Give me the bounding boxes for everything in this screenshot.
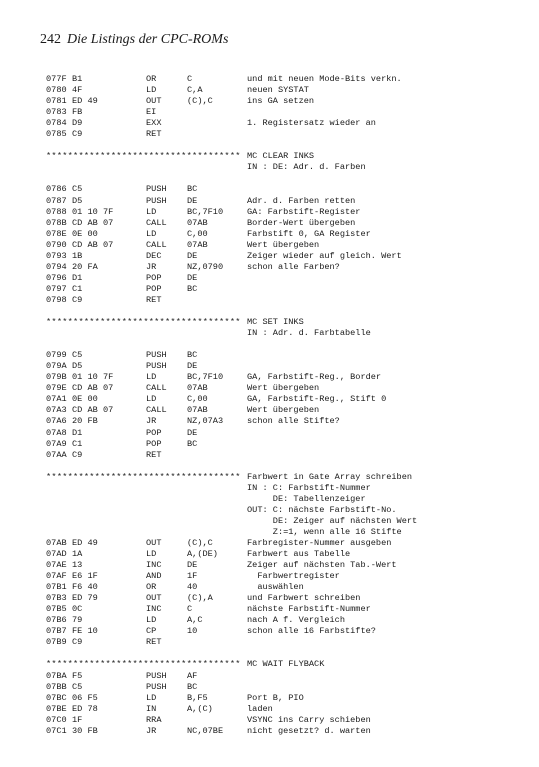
comment: Farbwertregister	[247, 571, 340, 582]
mnemonic: POP	[146, 272, 162, 283]
address: 0783	[46, 107, 67, 118]
hex-bytes: C5	[72, 184, 83, 195]
address: 07AF	[46, 571, 67, 582]
listing-line	[46, 284, 526, 295]
listing-line	[46, 483, 526, 494]
operand: DE	[187, 250, 198, 261]
mnemonic: PUSH	[146, 195, 167, 206]
operand: NC,07BE	[187, 725, 224, 736]
address: 078B	[46, 217, 67, 228]
hex-bytes: CD AB 07	[72, 217, 114, 228]
hex-bytes: 1B	[72, 250, 83, 261]
listing-line	[46, 295, 526, 306]
hex-bytes: 0C	[72, 604, 83, 615]
mnemonic: AND	[146, 571, 162, 582]
listing-line	[46, 416, 526, 427]
hex-bytes: 79	[72, 615, 83, 626]
operand: A,(DE)	[187, 549, 218, 560]
address: 0781	[46, 96, 67, 107]
operand: 07AB	[187, 405, 208, 416]
hex-bytes: 4F	[72, 85, 83, 96]
comment: Adr. d. Farben retten	[247, 195, 356, 206]
listing-line	[46, 615, 526, 626]
address: 07B6	[46, 615, 67, 626]
comment: Port B, PIO	[247, 692, 304, 703]
listing-line	[46, 505, 526, 516]
operand: DE	[187, 560, 198, 571]
hex-bytes: ED 49	[72, 537, 98, 548]
comment: ins GA setzen	[247, 96, 315, 107]
address: 07C0	[46, 714, 67, 725]
address: 0787	[46, 195, 67, 206]
operand: DE	[187, 361, 198, 372]
listing-line	[46, 140, 526, 151]
hex-bytes: C9	[72, 129, 83, 140]
listing-line	[46, 262, 526, 273]
address: 0790	[46, 239, 67, 250]
listing-line	[46, 129, 526, 140]
hex-bytes: FB	[72, 107, 83, 118]
listing-line	[46, 240, 526, 251]
address: 0785	[46, 129, 67, 140]
comment: nach A f. Vergleich	[247, 615, 345, 626]
mnemonic: IN	[146, 703, 157, 714]
listing-line	[46, 251, 526, 262]
operand: AF	[187, 670, 198, 681]
operand: NZ,07A3	[187, 416, 224, 427]
hex-bytes: ED 79	[72, 593, 98, 604]
comment: IN : Adr. d. Farbtabelle	[247, 328, 371, 339]
listing-line	[46, 693, 526, 704]
operand: C,A	[187, 85, 203, 96]
address: 07A6	[46, 416, 67, 427]
mnemonic: PUSH	[146, 681, 167, 692]
comment: IN : C: Farbstift-Nummer	[247, 482, 371, 493]
listing-line	[46, 107, 526, 118]
address: 0796	[46, 272, 67, 283]
operand: A,(C)	[187, 703, 213, 714]
mnemonic: PUSH	[146, 350, 167, 361]
operand: 07AB	[187, 217, 208, 228]
listing-line	[46, 372, 526, 383]
separator-stars: ************************************	[46, 659, 241, 670]
listing-line	[46, 704, 526, 715]
address: 07A9	[46, 438, 67, 449]
mnemonic: CALL	[146, 405, 167, 416]
hex-bytes: 30 FB	[72, 725, 98, 736]
comment: Z:=1, wenn alle 16 Stifte	[247, 526, 402, 537]
comment: Zeiger wieder auf gleich. Wert	[247, 250, 402, 261]
address: 07BB	[46, 681, 67, 692]
mnemonic: CALL	[146, 383, 167, 394]
mnemonic: INC	[146, 560, 162, 571]
section-separator-row	[46, 317, 526, 328]
comment: GA, Farbstift-Reg., Stift 0	[247, 394, 387, 405]
address: 07B1	[46, 582, 67, 593]
comment: GA: Farbstift-Register	[247, 206, 361, 217]
mnemonic: EI	[146, 107, 157, 118]
listing-line	[46, 405, 526, 416]
operand: BC	[187, 438, 198, 449]
mnemonic: RET	[146, 294, 162, 305]
address: 07B3	[46, 593, 67, 604]
mnemonic: CALL	[146, 239, 167, 250]
address: 07BE	[46, 703, 67, 714]
mnemonic: LD	[146, 692, 157, 703]
address: 07AE	[46, 560, 67, 571]
mnemonic: POP	[146, 438, 162, 449]
mnemonic: LD	[146, 228, 157, 239]
comment: und mit neuen Mode-Bits verkn.	[247, 74, 402, 84]
operand: BC	[187, 350, 198, 361]
mnemonic: INC	[146, 604, 162, 615]
listing-line	[46, 560, 526, 571]
listing-line	[46, 549, 526, 560]
listing-line	[46, 571, 526, 582]
listing-line	[46, 394, 526, 405]
hex-bytes: C1	[72, 438, 83, 449]
address: 0798	[46, 294, 67, 305]
operand: (C),C	[187, 537, 213, 548]
page-number: 242	[40, 32, 61, 47]
listing-line	[46, 538, 526, 549]
hex-bytes: F6 40	[72, 582, 98, 593]
listing-line	[46, 306, 526, 317]
separator-stars: ************************************	[46, 317, 241, 328]
address: 07B9	[46, 637, 67, 648]
comment: Wert übergeben	[247, 405, 320, 416]
address: 07C1	[46, 725, 67, 736]
mnemonic: EXX	[146, 118, 162, 129]
listing-line	[46, 383, 526, 394]
listing-line	[46, 494, 526, 505]
address: 07BA	[46, 670, 67, 681]
mnemonic: JR	[146, 416, 157, 427]
listing-line	[46, 648, 526, 659]
mnemonic: OR	[146, 74, 157, 84]
listing-line	[46, 85, 526, 96]
hex-bytes: B1	[72, 74, 83, 84]
hex-bytes: FE 10	[72, 626, 98, 637]
section-title: Farbwert in Gate Array schreiben	[247, 471, 413, 482]
comment: nächste Farbstift-Nummer	[247, 604, 371, 615]
section-title: MC WAIT FLYBACK	[247, 659, 325, 670]
address: 07A1	[46, 394, 67, 405]
mnemonic: OUT	[146, 537, 162, 548]
listing-line	[46, 162, 526, 173]
hex-bytes: C5	[72, 681, 83, 692]
address: 079B	[46, 372, 67, 383]
operand: 40	[187, 582, 198, 593]
listing-line	[46, 218, 526, 229]
mnemonic: LD	[146, 549, 157, 560]
address: 079A	[46, 361, 67, 372]
comment: OUT: C: nächste Farbstift-No.	[247, 504, 397, 515]
hex-bytes: C1	[72, 283, 83, 294]
mnemonic: DEC	[146, 250, 162, 261]
comment: 1. Registersatz wieder an	[247, 118, 376, 129]
listing-line	[46, 527, 526, 538]
comment: schon alle Stifte?	[247, 416, 340, 427]
comment: Zeiger auf nächsten Tab.-Wert	[247, 560, 397, 571]
mnemonic: RET	[146, 637, 162, 648]
comment: Wert übergeben	[247, 239, 320, 250]
operand: DE	[187, 195, 198, 206]
address: 0784	[46, 118, 67, 129]
section-title: MC CLEAR INKS	[247, 151, 315, 162]
listing-line	[46, 516, 526, 527]
hex-bytes: 0E 00	[72, 394, 98, 405]
mnemonic: LD	[146, 372, 157, 383]
listing-line	[46, 74, 526, 85]
operand: C	[187, 74, 193, 84]
comment: VSYNC ins Carry schieben	[247, 714, 371, 725]
listing-line	[46, 604, 526, 615]
address: 07AB	[46, 537, 67, 548]
listing-line	[46, 428, 526, 439]
listing-line	[46, 626, 526, 637]
section-separator-row	[46, 659, 526, 670]
operand: B,F5	[187, 692, 208, 703]
operand: BC	[187, 184, 198, 195]
mnemonic: JR	[146, 725, 157, 736]
address: 0793	[46, 250, 67, 261]
operand: 10	[187, 626, 198, 637]
operand: (C),A	[187, 593, 213, 604]
address: 077F	[46, 74, 67, 84]
comment: und Farbwert schreiben	[247, 593, 361, 604]
listing-line	[46, 118, 526, 129]
hex-bytes: 1F	[72, 714, 83, 725]
address: 07AA	[46, 449, 67, 460]
operand: DE	[187, 272, 198, 283]
listing-line	[46, 229, 526, 240]
comment: neuen SYSTAT	[247, 85, 309, 96]
hex-bytes: 0E 00	[72, 228, 98, 239]
operand: A,C	[187, 615, 203, 626]
hex-bytes: CD AB 07	[72, 239, 114, 250]
mnemonic: OUT	[146, 96, 162, 107]
listing-line	[46, 96, 526, 107]
address: 0788	[46, 206, 67, 217]
operand: 1F	[187, 571, 198, 582]
separator-stars: ************************************	[46, 151, 241, 162]
hex-bytes: D1	[72, 427, 83, 438]
comment: Farbstift 0, GA Register	[247, 228, 371, 239]
operand: (C),C	[187, 96, 213, 107]
hex-bytes: D5	[72, 361, 83, 372]
comment: Wert übergeben	[247, 383, 320, 394]
hex-bytes: F5	[72, 670, 83, 681]
address: 07B7	[46, 626, 67, 637]
mnemonic: POP	[146, 427, 162, 438]
separator-stars: ************************************	[46, 471, 241, 482]
operand: DE	[187, 427, 198, 438]
hex-bytes: C9	[72, 294, 83, 305]
listing-line	[46, 207, 526, 218]
comment: schon alle Farben?	[247, 261, 340, 272]
operand: NZ,0790	[187, 261, 224, 272]
hex-bytes: 06 F5	[72, 692, 98, 703]
listing-line	[46, 450, 526, 461]
listing-line	[46, 184, 526, 195]
listing-line	[46, 328, 526, 339]
address: 07BC	[46, 692, 67, 703]
listing-line	[46, 350, 526, 361]
operand: C,00	[187, 394, 208, 405]
mnemonic: PUSH	[146, 361, 167, 372]
mnemonic: CP	[146, 626, 157, 637]
page-title: Die Listings der CPC-ROMs	[67, 32, 229, 47]
address: 0780	[46, 85, 67, 96]
listing-line	[46, 682, 526, 693]
operand: BC,7F10	[187, 206, 224, 217]
listing-line	[46, 637, 526, 648]
mnemonic: JR	[146, 261, 157, 272]
listing-line	[46, 715, 526, 726]
hex-bytes: ED 78	[72, 703, 98, 714]
comment: auswählen	[247, 582, 304, 593]
address: 07B5	[46, 604, 67, 615]
hex-bytes: D5	[72, 195, 83, 206]
section-separator-row	[46, 472, 526, 483]
listing-line	[46, 196, 526, 207]
listing-line	[46, 273, 526, 284]
hex-bytes: C9	[72, 637, 83, 648]
listing-line	[46, 726, 526, 737]
mnemonic: POP	[146, 283, 162, 294]
address: 078E	[46, 228, 67, 239]
mnemonic: LD	[146, 394, 157, 405]
hex-bytes: D1	[72, 272, 83, 283]
mnemonic: CALL	[146, 217, 167, 228]
comment: schon alle 16 Farbstifte?	[247, 626, 376, 637]
listing-line	[46, 461, 526, 472]
mnemonic: OUT	[146, 593, 162, 604]
assembly-listing	[46, 74, 526, 737]
page-header	[40, 32, 228, 48]
listing-line	[46, 339, 526, 350]
hex-bytes: E6 1F	[72, 571, 98, 582]
listing-line	[46, 361, 526, 372]
hex-bytes: CD AB 07	[72, 405, 114, 416]
mnemonic: LD	[146, 615, 157, 626]
address: 079E	[46, 383, 67, 394]
comment: IN : DE: Adr. d. Farben	[247, 162, 366, 173]
mnemonic: LD	[146, 85, 157, 96]
operand: 07AB	[187, 383, 208, 394]
listing-line	[46, 671, 526, 682]
comment: Border-Wert übergeben	[247, 217, 356, 228]
hex-bytes: 01 10 7F	[72, 372, 114, 383]
listing-line	[46, 582, 526, 593]
comment: DE: Tabellenzeiger	[247, 493, 366, 504]
operand: 07AB	[187, 239, 208, 250]
hex-bytes: C9	[72, 449, 83, 460]
address: 0797	[46, 283, 67, 294]
comment: Farbregister-Nummer ausgeben	[247, 537, 392, 548]
address: 07A3	[46, 405, 67, 416]
mnemonic: PUSH	[146, 670, 167, 681]
operand: BC,7F10	[187, 372, 224, 383]
comment: Farbwert aus Tabelle	[247, 549, 351, 560]
listing-line	[46, 439, 526, 450]
listing-line	[46, 173, 526, 184]
address: 0786	[46, 184, 67, 195]
hex-bytes: 1A	[72, 549, 83, 560]
operand: C	[187, 604, 193, 615]
address: 0799	[46, 350, 67, 361]
hex-bytes: 13	[72, 560, 83, 571]
hex-bytes: C5	[72, 350, 83, 361]
listing-line	[46, 593, 526, 604]
comment: DE: Zeiger auf nächsten Wert	[247, 515, 418, 526]
mnemonic: RRA	[146, 714, 162, 725]
operand: BC	[187, 283, 198, 294]
section-separator-row	[46, 151, 526, 162]
mnemonic: RET	[146, 129, 162, 140]
address: 0794	[46, 261, 67, 272]
address: 07A8	[46, 427, 67, 438]
hex-bytes: D9	[72, 118, 83, 129]
mnemonic: RET	[146, 449, 162, 460]
mnemonic: PUSH	[146, 184, 167, 195]
hex-bytes: 20 FA	[72, 261, 98, 272]
mnemonic: LD	[146, 206, 157, 217]
section-title: MC SET INKS	[247, 317, 304, 328]
operand: BC	[187, 681, 198, 692]
hex-bytes: 01 10 7F	[72, 206, 114, 217]
mnemonic: OR	[146, 582, 157, 593]
hex-bytes: 20 FB	[72, 416, 98, 427]
operand: C,00	[187, 228, 208, 239]
comment: nicht gesetzt? d. warten	[247, 725, 371, 736]
hex-bytes: CD AB 07	[72, 383, 114, 394]
comment: GA, Farbstift-Reg., Border	[247, 372, 382, 383]
comment: laden	[247, 703, 273, 714]
hex-bytes: ED 49	[72, 96, 98, 107]
address: 07AD	[46, 549, 67, 560]
